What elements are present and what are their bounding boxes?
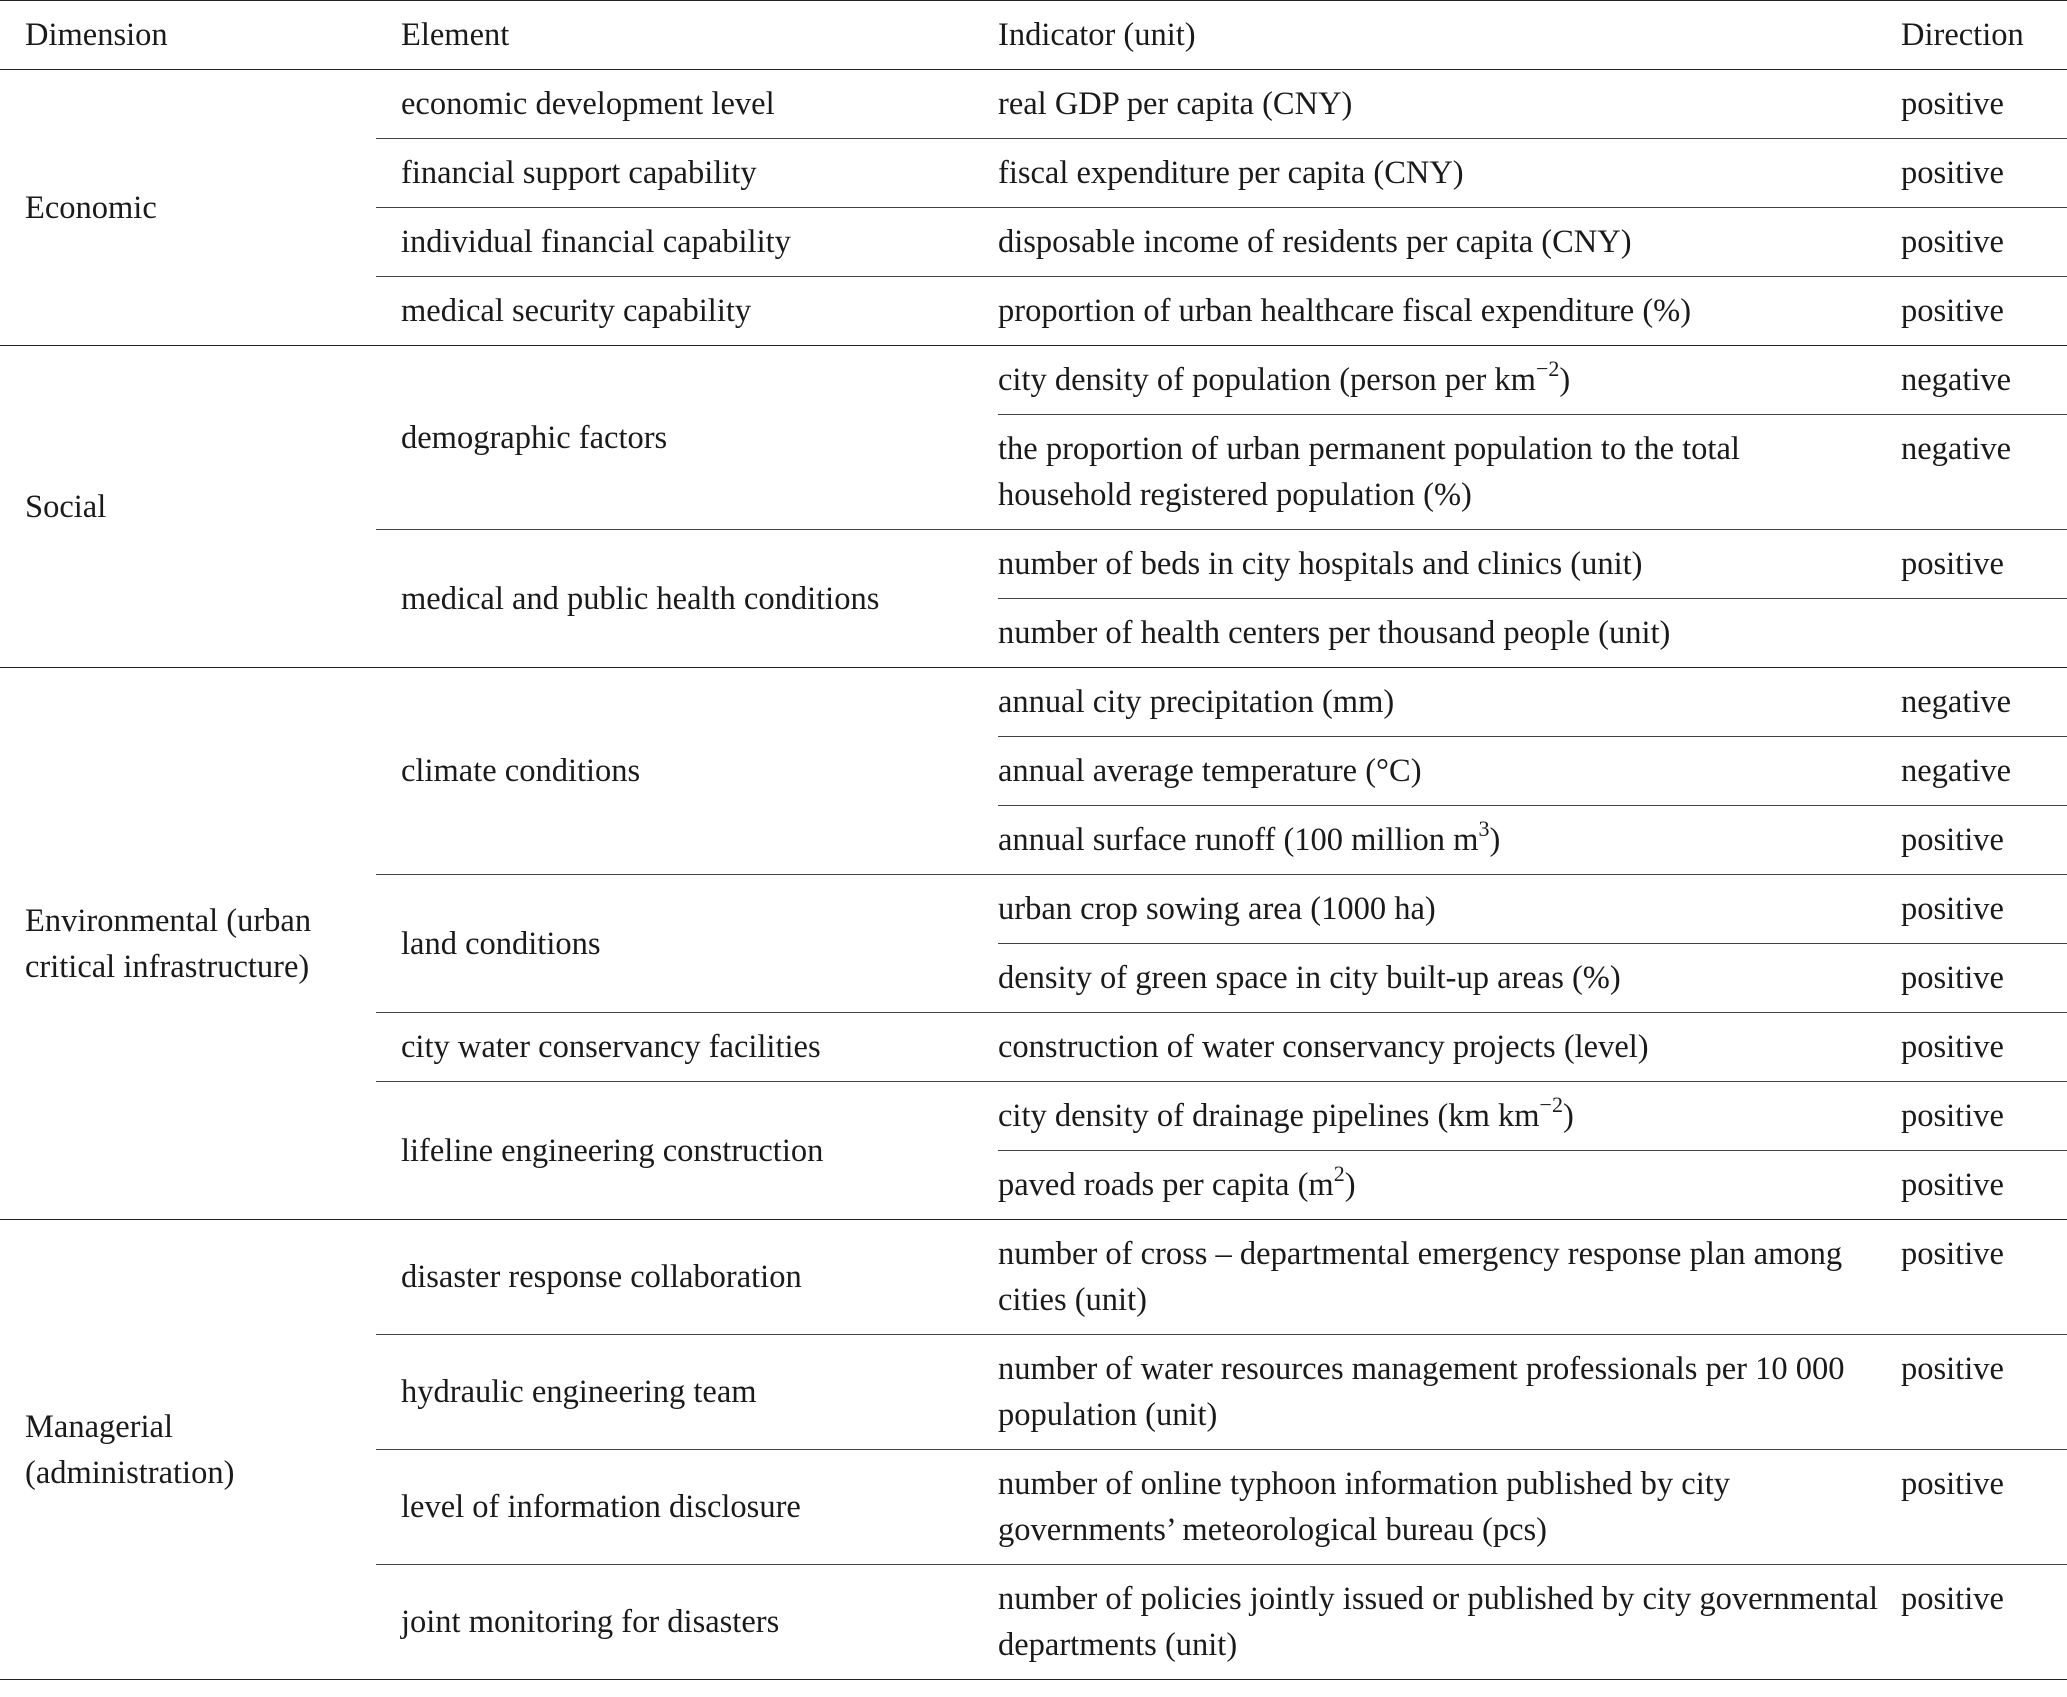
dimension-environmental: Environmental (urban critical infrastructure) — [0, 668, 376, 1220]
dimension-managerial: Managerial (administration) — [0, 1220, 376, 1680]
indicator-text: paved roads per capita (m — [998, 1167, 1334, 1203]
indicator-cell: number of beds in city hospitals and clinics (unit) — [998, 530, 1901, 599]
indicator-close: ) — [1344, 1167, 1356, 1203]
element-cell: individual financial capability — [376, 208, 998, 277]
indicator-superscript: 2 — [1333, 1161, 1345, 1187]
dimension-economic: Economic — [0, 70, 376, 346]
direction-cell: positive — [1901, 1220, 2067, 1335]
direction-cell: negative — [1901, 415, 2067, 530]
indicator-text: city density of drainage pipelines (km km — [998, 1098, 1540, 1134]
indicator-superscript: −2 — [1539, 1092, 1563, 1118]
indicator-close: ) — [1489, 822, 1501, 858]
indicator-text: city density of population (person per km — [998, 362, 1536, 398]
header-element: Element — [376, 1, 998, 70]
table-row — [0, 346, 2067, 415]
element-cell: financial support capability — [376, 139, 998, 208]
indicator-cell — [998, 806, 1901, 875]
indicator-superscript: 3 — [1478, 816, 1490, 842]
element-cell: land conditions — [376, 875, 998, 1013]
element-cell: hydraulic engineering team — [376, 1335, 998, 1450]
indicator-cell: annual city precipitation (mm) — [998, 668, 1901, 737]
indicator-cell: the proportion of urban permanent population to the total household registered population (%) — [998, 415, 1901, 530]
element-cell: disaster response collaboration — [376, 1220, 998, 1335]
direction-cell: positive — [1901, 208, 2067, 277]
indicator-cell — [998, 346, 1901, 415]
element-cell: medical security capability — [376, 277, 998, 346]
direction-cell: negative — [1901, 737, 2067, 806]
indicator-cell: density of green space in city built-up areas (%) — [998, 944, 1901, 1013]
direction-cell: positive — [1901, 277, 2067, 346]
indicator-close: ) — [1562, 1098, 1574, 1134]
element-cell: demographic factors — [376, 346, 998, 530]
table-row — [0, 70, 2067, 139]
indicator-cell: number of online typhoon information published by city governments’ meteorological bureau (pcs) — [998, 1450, 1901, 1565]
direction-cell: positive — [1901, 806, 2067, 875]
direction-cell: positive — [1901, 70, 2067, 139]
direction-cell — [1901, 599, 2067, 668]
indicator-cell: number of health centers per thousand people (unit) — [998, 599, 1901, 668]
header-row — [0, 1, 2067, 70]
indicator-cell: disposable income of residents per capita (CNY) — [998, 208, 1901, 277]
header-dimension: Dimension — [0, 1, 376, 70]
element-cell: level of information disclosure — [376, 1450, 998, 1565]
indicator-cell: proportion of urban healthcare fiscal expenditure (%) — [998, 277, 1901, 346]
element-cell: climate conditions — [376, 668, 998, 875]
direction-cell: positive — [1901, 530, 2067, 599]
direction-cell: positive — [1901, 1151, 2067, 1220]
direction-cell: positive — [1901, 1082, 2067, 1151]
header-direction: Direction — [1901, 1, 2067, 70]
indicator-close: ) — [1559, 362, 1571, 398]
direction-cell: positive — [1901, 139, 2067, 208]
indicator-text: annual surface runoff (100 million m — [998, 822, 1479, 858]
indicator-cell: urban crop sowing area (1000 ha) — [998, 875, 1901, 944]
indicator-cell: annual average temperature (°C) — [998, 737, 1901, 806]
element-cell: medical and public health conditions — [376, 530, 998, 668]
indicator-cell: fiscal expenditure per capita (CNY) — [998, 139, 1901, 208]
direction-cell: negative — [1901, 668, 2067, 737]
direction-cell: positive — [1901, 944, 2067, 1013]
direction-cell: positive — [1901, 1450, 2067, 1565]
indicator-cell — [998, 1151, 1901, 1220]
table-row — [0, 1220, 2067, 1335]
element-cell: lifeline engineering construction — [376, 1082, 998, 1220]
indicator-superscript: −2 — [1535, 356, 1560, 382]
indicator-cell: number of policies jointly issued or published by city governmental departments (unit) — [998, 1565, 1901, 1680]
element-cell: joint monitoring for disasters — [376, 1565, 998, 1680]
element-cell: economic development level — [376, 70, 998, 139]
dimension-social: Social — [0, 346, 376, 668]
indicator-cell — [998, 1082, 1901, 1151]
indicator-cell: number of water resources management professionals per 10 000 population (unit) — [998, 1335, 1901, 1450]
direction-cell: positive — [1901, 1013, 2067, 1082]
direction-cell: negative — [1901, 346, 2067, 415]
header-indicator: Indicator (unit) — [998, 1, 1901, 70]
direction-cell: positive — [1901, 1335, 2067, 1450]
indicator-cell: number of cross – departmental emergency response plan among cities (unit) — [998, 1220, 1901, 1335]
table-row — [0, 668, 2067, 737]
indicator-cell: real GDP per capita (CNY) — [998, 70, 1901, 139]
element-cell: city water conservancy facilities — [376, 1013, 998, 1082]
direction-cell: positive — [1901, 1565, 2067, 1680]
direction-cell: positive — [1901, 875, 2067, 944]
indicator-cell: construction of water conservancy projects (level) — [998, 1013, 1901, 1082]
